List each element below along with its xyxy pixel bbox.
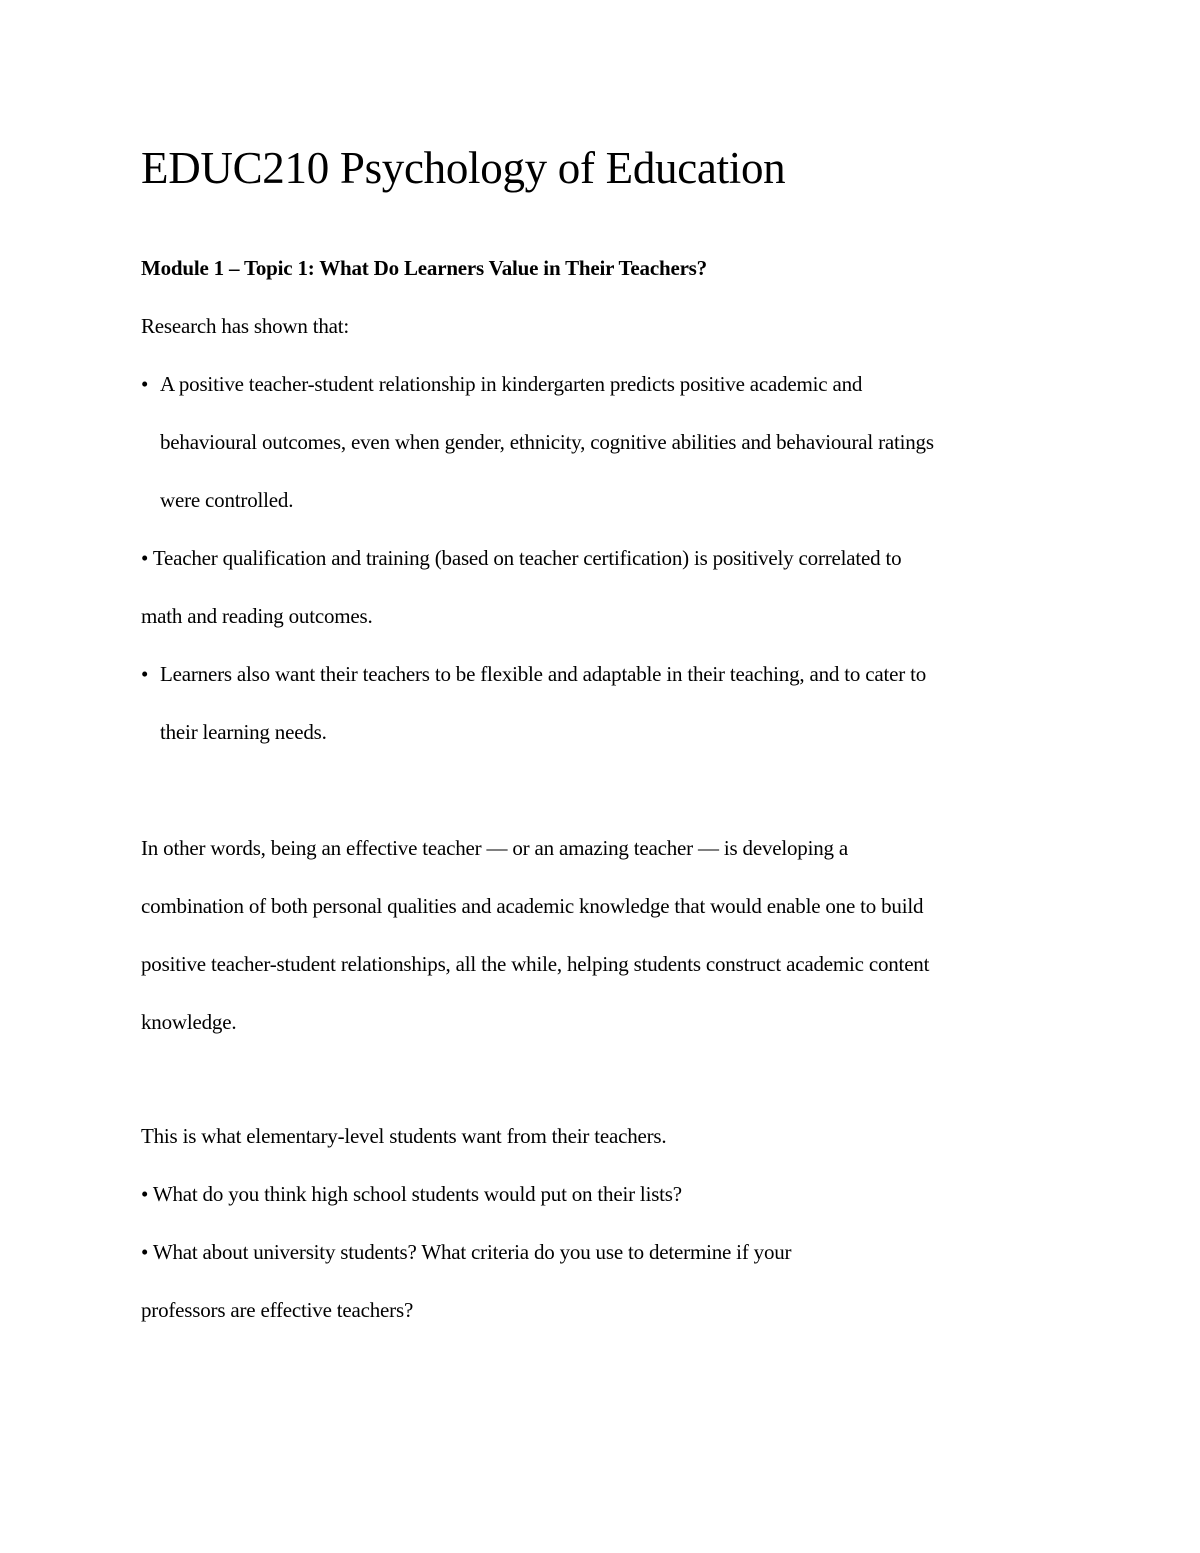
closing-line-4: professors are effective teachers? <box>141 1298 414 1322</box>
bullet-3-line-2: their learning needs. <box>160 720 327 744</box>
paragraph-line-1: In other words, being an effective teacher — or an amazing teacher — is developing a <box>141 836 849 860</box>
closing-line-3: • What about university students? What criteria do you use to determine if your <box>141 1240 792 1264</box>
bullet-2-line-2: math and reading outcomes. <box>141 604 373 628</box>
intro-text: Research has shown that: <box>141 314 350 338</box>
paragraph-line-3: positive teacher-student relationships, all the while, helping students construct academic content <box>141 952 930 976</box>
closing-line-2: • What do you think high school students would put on their lists? <box>141 1182 682 1206</box>
module-heading: Module 1 – Topic 1: What Do Learners Value in Their Teachers? <box>141 256 707 280</box>
bullet-1-symbol: • <box>141 372 149 396</box>
bullet-1-line-1: A positive teacher-student relationship in kindergarten predicts positive academic and <box>160 372 863 396</box>
bullet-1-line-3: were controlled. <box>160 488 294 512</box>
bullet-1-line-2: behavioural outcomes, even when gender, ethnicity, cognitive abilities and behavioural ratings <box>160 430 934 454</box>
paragraph-line-2: combination of both personal qualities and academic knowledge that would enable one to build <box>141 894 924 918</box>
closing-line-1: This is what elementary-level students want from their teachers. <box>141 1124 667 1148</box>
bullet-2-line-1: • Teacher qualification and training (based on teacher certification) is positively correlated to <box>141 546 902 570</box>
document-title: EDUC210 Psychology of Education <box>141 143 786 193</box>
paragraph-line-4: knowledge. <box>141 1010 237 1034</box>
bullet-3-line-1: Learners also want their teachers to be flexible and adaptable in their teaching, and to cater to <box>160 662 927 686</box>
bullet-3-symbol: • <box>141 662 149 686</box>
